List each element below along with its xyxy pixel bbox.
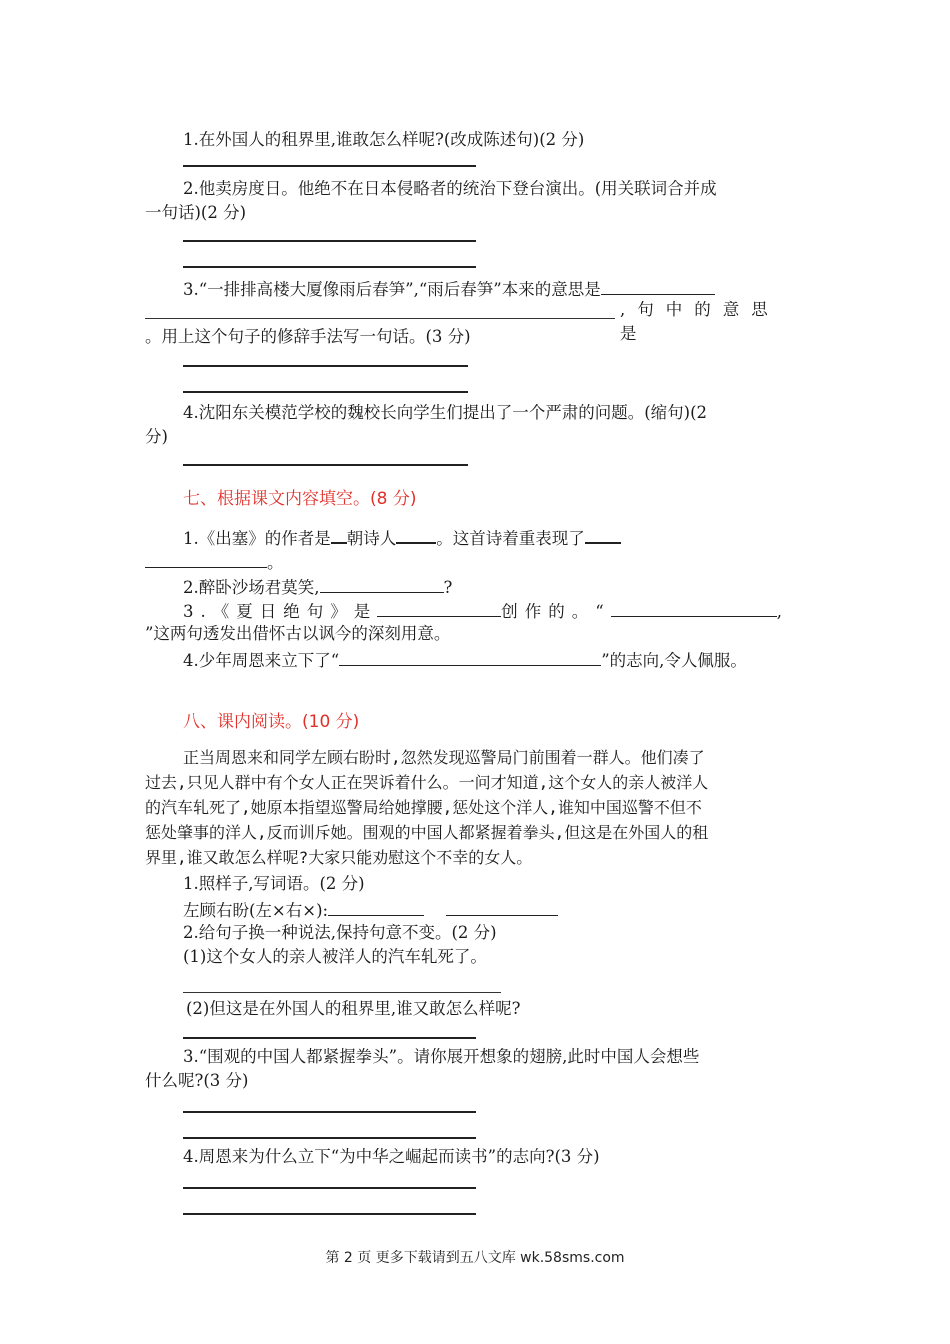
fill-blank (339, 647, 601, 666)
question-7-3-line2: ”这两句透发出借怀古以讽今的深刻用意。 (145, 624, 451, 643)
passage-line-2: 过去,只见人群中有个女人正在哭诉着什么。一问才知道,这个女人的亲人被洋人 (145, 773, 709, 792)
question-6-2-line1: 2.他卖房度日。他绝不在日本侵略者的统治下登台演出。(用关联词合并成 (183, 179, 717, 198)
question-7-1 (183, 524, 621, 551)
fill-blank (601, 276, 715, 295)
answer-line (183, 1111, 476, 1113)
answer-line (183, 240, 476, 242)
question-6-3-justified-text: ,句中的意思是 (620, 300, 780, 343)
question-8-2: 2.给句子换一种说法,保持句意不变。(2 分) (183, 923, 497, 942)
question-6-2-line2: 一句话)(2 分) (145, 203, 247, 222)
question-8-1: 1.照样子,写词语。(2 分) (183, 874, 365, 893)
answer-line (183, 165, 476, 167)
question-8-2-2: (2)但这是在外国人的租界里,谁又敢怎么样呢? (186, 999, 521, 1018)
fill-blank (145, 318, 615, 319)
q7-1-period: 。 (267, 553, 284, 572)
question-7-2 (183, 574, 452, 600)
question-6-3-line3: 。用上这个句子的修辞手法写一句话。(3 分) (145, 327, 471, 346)
q7-4-part-b: ”的志向,令人佩服。 (601, 651, 747, 670)
question-8-2-1: (1)这个女人的亲人被洋人的汽车轧死了。 (183, 947, 487, 966)
question-6-4-line2: 分) (145, 427, 168, 446)
answer-line (183, 1037, 476, 1039)
fill-blank (611, 598, 777, 617)
section-7-heading: 七、根据课文内容填空。(8 分) (183, 489, 417, 509)
fill-blank (331, 524, 347, 544)
section-8-heading: 八、课内阅读。(10 分) (183, 712, 360, 732)
answer-line (183, 365, 468, 367)
q8-1-example-text: 左顾右盼(左×右×): (183, 901, 329, 920)
fill-blank (396, 524, 436, 544)
question-8-3-line2: 什么呢?(3 分) (145, 1071, 249, 1090)
answer-line (183, 391, 468, 393)
question-8-4: 4.周恩来为什么立下“为中华之崛起而读书”的志向?(3 分) (183, 1147, 600, 1166)
answer-line (183, 464, 468, 466)
fill-blank (320, 574, 444, 593)
question-6-3-text: 3.“一排排高楼大厦像雨后春笋”,“雨后春笋”本来的意思是 (183, 280, 601, 299)
passage-line-5: 界里,谁又敢怎么样呢?大家只能劝慰这个不幸的女人。 (145, 848, 533, 867)
answer-line (183, 266, 476, 268)
fill-blank (328, 897, 424, 916)
q7-1-part-b: 朝诗人 (346, 529, 397, 548)
passage-line-3: 的汽车轧死了,她原本指望巡警局给她撑腰,惩处这个洋人,谁知中国巡警不但不 (145, 798, 702, 817)
question-7-4 (183, 647, 747, 673)
question-7-3 (183, 598, 782, 624)
fill-blank (377, 598, 501, 617)
question-6-3-line2-end (620, 298, 806, 346)
fill-blank (446, 897, 558, 916)
page-footer: 第 2 页 更多下载请到五八文库 wk.58sms.com (325, 1250, 625, 1266)
answer-line (183, 1187, 476, 1189)
question-7-1-end (145, 549, 284, 575)
fill-blank (145, 549, 267, 568)
q7-3-part-c: , (776, 602, 782, 621)
question-8-1-example (183, 897, 558, 923)
q7-1-part-c: 。这首诗着重表现了 (436, 529, 585, 548)
answer-line (183, 992, 501, 993)
answer-line (183, 1213, 476, 1215)
q7-1-part-a: 1.《出塞》的作者是 (183, 529, 331, 548)
passage-line-1: 正当周恩来和同学左顾右盼时,忽然发现巡警局门前围着一群人。他们凑了 (183, 748, 705, 767)
q7-3-part-b: 创作的。“ (501, 602, 611, 621)
question-6-4-line1: 4.沈阳东关模范学校的魏校长向学生们提出了一个严肃的问题。(缩句)(2 (183, 403, 708, 422)
q7-4-part-a: 4.少年周恩来立下了“ (183, 651, 340, 670)
answer-line (183, 1137, 476, 1139)
question-6-1: 1.在外国人的租界里,谁敢怎么样呢?(改成陈述句)(2 分) (183, 130, 585, 149)
q7-2-part-a: 2.醉卧沙场君莫笑, (183, 578, 320, 597)
question-8-3-line1: 3.“围观的中国人都紧握拳头”。请你展开想象的翅膀,此时中国人会想些 (183, 1047, 700, 1066)
passage-line-4: 惩处肇事的洋人,反而训斥她。围观的中国人都紧握着拳头,但这是在外国人的租 (145, 823, 709, 842)
fill-blank (585, 524, 621, 544)
q7-3-part-a: 3.《夏日绝句》是 (183, 602, 378, 621)
q7-2-part-b: ? (443, 578, 453, 597)
